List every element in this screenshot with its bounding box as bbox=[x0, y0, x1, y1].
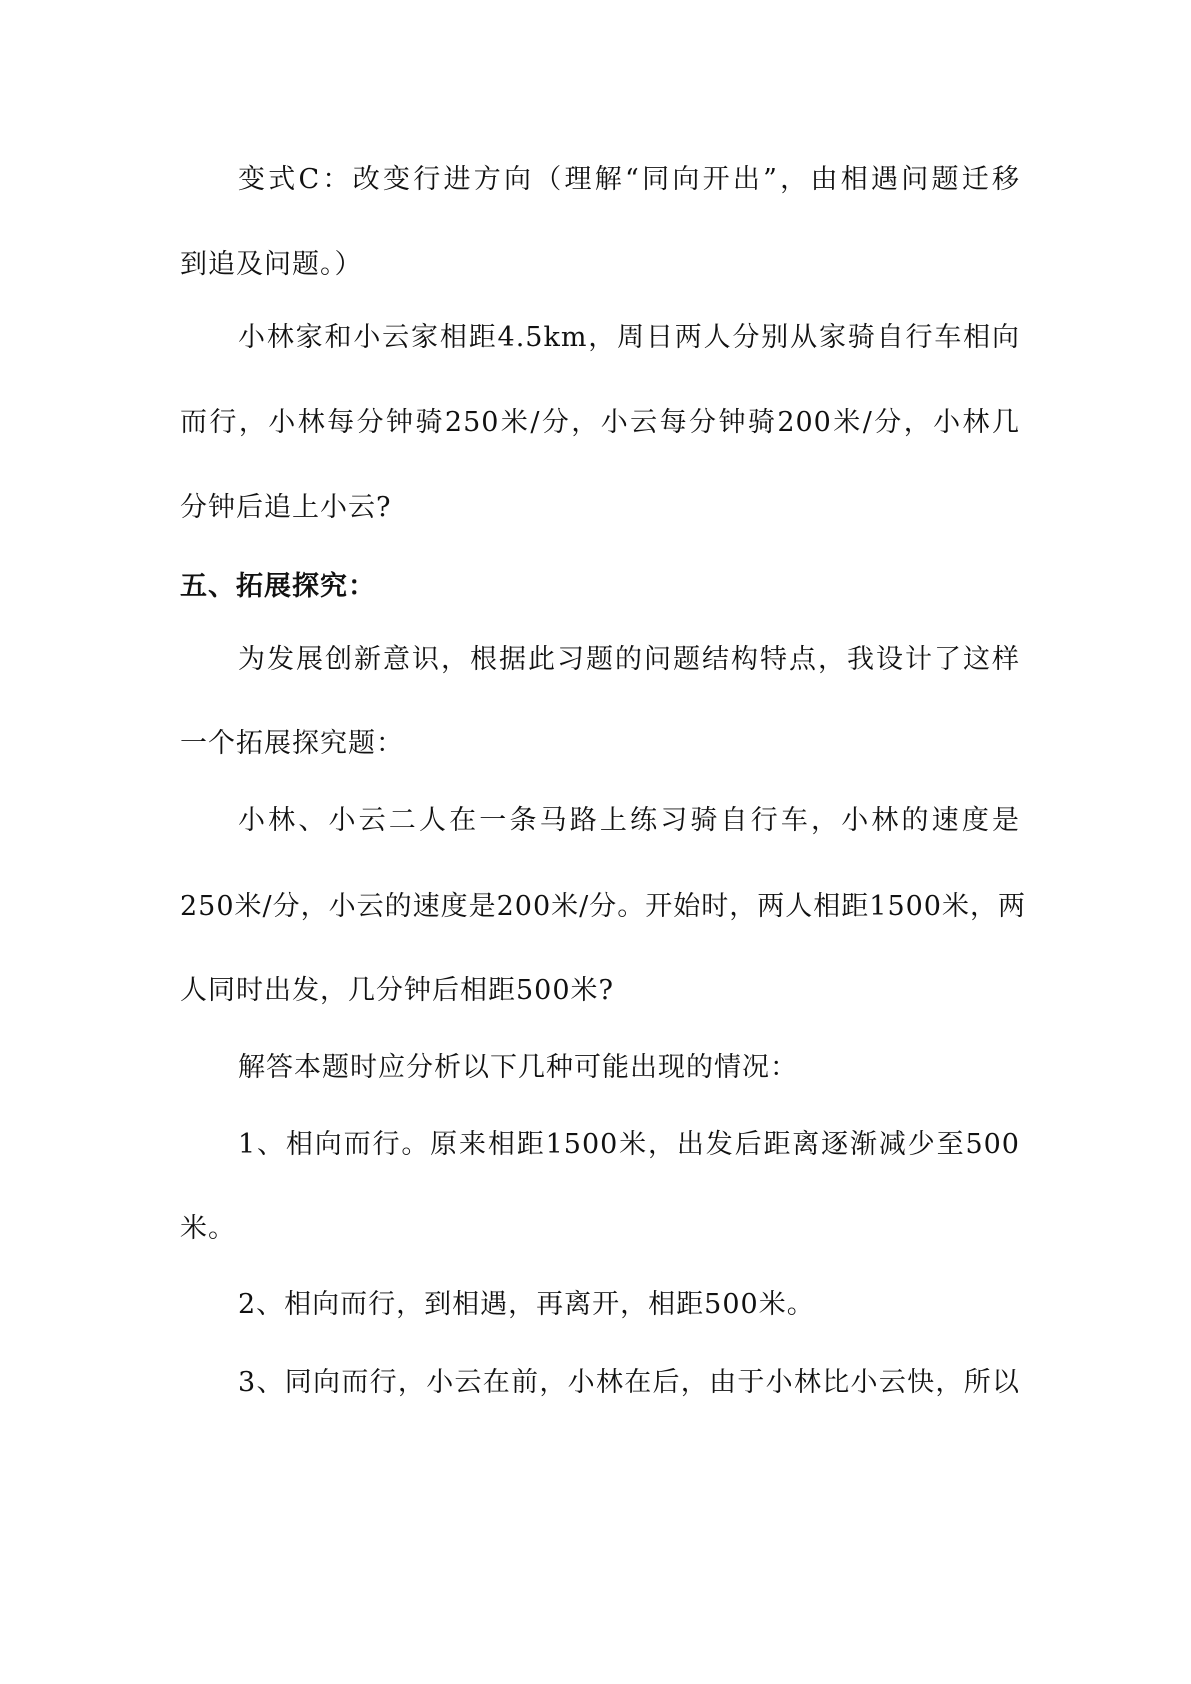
case-3-line-1: 3、同向而行，小云在前，小林在后，由于小林比小云快，所以 bbox=[238, 1367, 1020, 1398]
extension-problem-line-1: 小林、小云二人在一条马路上练习骑自行车，小林的速度是 bbox=[238, 805, 1020, 836]
extension-problem-line-3: 人同时出发，几分钟后相距500米? bbox=[180, 975, 615, 1006]
extension-problem-line-2: 250米/分，小云的速度是200米/分。开始时，两人相距1500米，两 bbox=[180, 891, 1026, 922]
case-1-line-2: 米。 bbox=[180, 1213, 236, 1244]
extension-intro-line-2: 一个拓展探究题： bbox=[180, 728, 404, 759]
problem-line-1: 小林家和小云家相距4.5km，周日两人分别从家骑自行车相向 bbox=[238, 322, 1020, 353]
variant-c-line-1: 变式C：改变行进方向（理解“同向开出”，由相遇问题迁移 bbox=[238, 164, 1020, 195]
case-2: 2、相向而行，到相遇，再离开，相距500米。 bbox=[238, 1289, 815, 1320]
analysis-intro: 解答本题时应分析以下几种可能出现的情况： bbox=[238, 1052, 798, 1083]
problem-line-2: 而行，小林每分钟骑250米/分，小云每分钟骑200米/分，小林几 bbox=[180, 407, 1020, 438]
section-heading-extension: 五、拓展探究： bbox=[180, 571, 376, 602]
extension-intro-line-1: 为发展创新意识，根据此习题的问题结构特点，我设计了这样 bbox=[238, 644, 1020, 675]
problem-line-3: 分钟后追上小云? bbox=[180, 492, 392, 523]
case-1-line-1: 1、相向而行。原来相距1500米，出发后距离逐渐减少至500 bbox=[238, 1129, 1020, 1160]
variant-c-line-2: 到追及问题。） bbox=[180, 249, 363, 280]
